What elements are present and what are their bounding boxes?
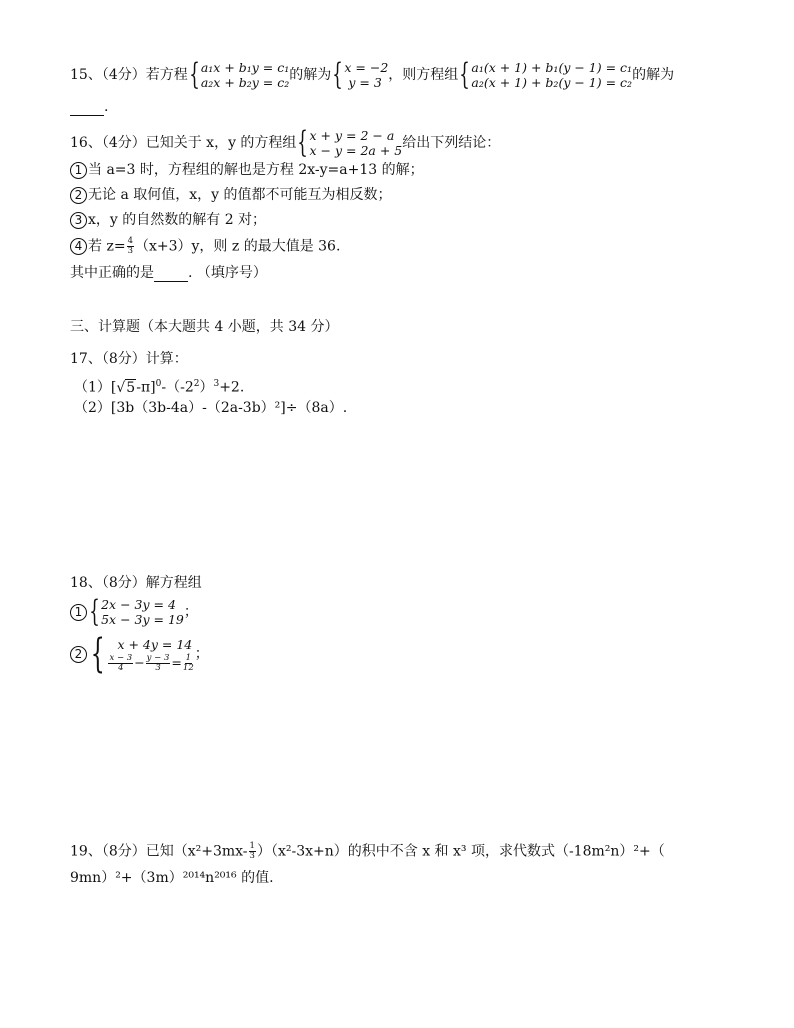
q15-solution: { x = −2 y = 3	[332, 57, 389, 92]
q16-item-2-text: 无论 a 取何值，x，y 的值都不可能互为相反数；	[88, 187, 392, 203]
section-3-heading: 三、计算题（本大题共 4 小题，共 34 分）	[70, 319, 339, 335]
circled-number-2b: 2	[70, 646, 87, 663]
q15-eq2: a₂x + b₂y = c₂	[200, 75, 290, 90]
q19-fraction: $\frac{1}{3}$	[249, 841, 255, 861]
q18-s2-eq2: $\frac{x - 3}{4}$ − $\frac{y - 3}{3}$ = $\frac{1}{12}$	[109, 652, 194, 673]
q16-item-1	[70, 161, 424, 179]
q16-item-4-pre: 若 z=	[88, 238, 126, 255]
q15-line2	[70, 98, 108, 116]
q17-part2: （2）[3b（3b-4a）-（2a-3b）²]÷（8a）.	[74, 400, 348, 416]
q16-eq1: x + y = 2 − a	[309, 128, 395, 143]
q16-suffix: 给出下列结论：	[402, 135, 501, 151]
q15-answer-blank[interactable]	[70, 101, 104, 116]
q16-eq2: x − y = 2a + 5	[309, 143, 403, 158]
q15-eq3: a₁(x + 1) + b₁(y − 1) = c₁	[471, 60, 633, 75]
q16-item-3-text: x，y 的自然数的解有 2 对；	[88, 212, 267, 228]
q15-line1	[70, 57, 675, 92]
sqrt-symbol: √5	[116, 379, 136, 396]
circled-number-1: 1	[70, 162, 87, 179]
q18-head: 18、（8分）解方程组	[70, 575, 202, 591]
q19-line2: 9mn）²+（3m）²⁰¹⁴n²⁰¹⁶ 的值.	[70, 870, 274, 886]
q16-item-4	[70, 237, 340, 256]
q16-answer-pre: 其中正确的是	[70, 265, 154, 281]
q18-s1-eq1: 2x − 3y = 4	[101, 597, 176, 612]
q18-system-1: 1 { 2x − 3y = 4 5x − 3y = 19 ；	[70, 597, 198, 627]
q16-item-2	[70, 186, 392, 204]
q15-system2: { a₁(x + 1) + b₁(y − 1) = c₁ a₂(x + 1) + b₂(y − 1) = c₂	[459, 57, 633, 92]
q15-suffix: 的解为	[632, 67, 675, 83]
q19-line1: 19、（8分）已知（x²+3mx- $\frac{1}{3}$ ）（x²-3x+n）的积中不含 x 和 x³ 项，求代数式（-18m²n）²+（	[70, 841, 665, 861]
q16-answer-blank[interactable]	[154, 267, 188, 282]
q15-eq1: a₁x + b₁y = c₁	[200, 60, 290, 75]
q16-line1	[70, 125, 501, 160]
q16-item-1-text: 当 a=3 时，方程组的解也是方程 2x-y=a+13 的解；	[88, 162, 424, 178]
circled-number-1b: 1	[70, 604, 87, 621]
q15-mid2: ，则方程组	[388, 67, 459, 83]
q16-answer-post: . （填序号）	[188, 265, 267, 281]
q15-system1: { a₁x + b₁y = c₁ a₂x + b₂y = c₂	[189, 57, 290, 92]
q15-eq4: a₂(x + 1) + b₂(y − 1) = c₂	[471, 75, 633, 90]
q15-mid: 的解为	[289, 67, 332, 83]
q15-sol-x: x = −2	[344, 60, 389, 75]
q17-head: 17、（8分）计算：	[70, 351, 188, 367]
q17-part1: $(1)[√5-\pi]^0-(-2^2)^3+2$.	[74, 379, 245, 396]
q15-sol-y: y = 3	[348, 75, 382, 90]
q18-s2-eq1: x + 4y = 14	[117, 636, 193, 652]
circled-number-4: 4	[70, 238, 87, 255]
q18-system-2: 2 { x + 4y = 14 $\frac{x - 3}{4}$ − $\frac{y - 3}{3}$ = $\frac{1}{12}$ ；	[70, 634, 209, 674]
q15-prefix: 15、（4分）若方程	[70, 67, 188, 83]
circled-number-3: 3	[70, 212, 87, 229]
q16-system: { x + y = 2 − a x − y = 2a + 5	[297, 125, 403, 160]
q16-item-3	[70, 211, 266, 229]
q16-answer	[70, 264, 267, 282]
circled-number-2: 2	[70, 187, 87, 204]
q18-s1-eq2: 5x − 3y = 19	[101, 612, 184, 627]
q16-prefix: 16、（4分）已知关于 x，y 的方程组	[70, 135, 297, 151]
q16-item-4-post: （x+3）y，则 z 的最大值是 36.	[134, 238, 341, 255]
q15-end: .	[104, 99, 109, 115]
q16-fraction: $\frac{4}{3}$	[127, 236, 133, 256]
